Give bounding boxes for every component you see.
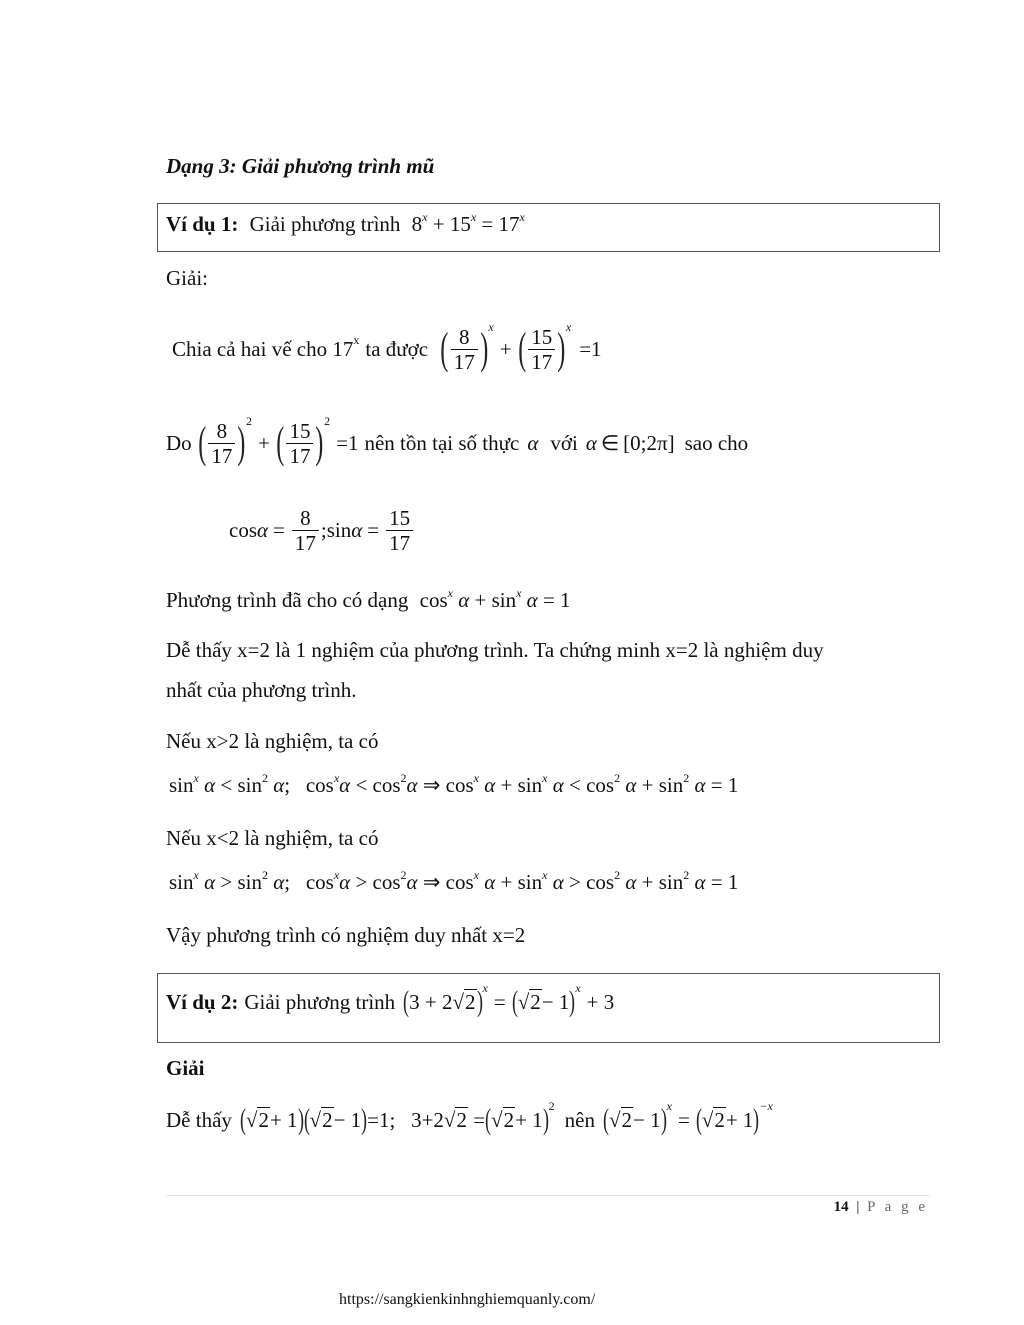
solution-heading-1: Giải: — [166, 266, 208, 290]
form-line: Phương trình đã cho có dạng $\cos^x \alpha + \sin^x \alpha = 1$ — [166, 586, 571, 612]
example-1-label: Ví dụ 1: — [166, 212, 239, 236]
example-1-equation: $8^x + 15^x = 17^x$ — [411, 210, 525, 236]
solution-heading-2: Giải — [166, 1056, 205, 1080]
do-line: Do ( $\frac{8}{17}$ ) $^2$ + ( $\frac{15}{17}$ ) $^2$ = 1 nên tồn tại số thực α với α ∈ [0;2π] sao cho — [166, 413, 749, 468]
page-label: P a g e — [867, 1199, 928, 1215]
case-less-heading: Nếu x<2 là nghiệm, ta có — [166, 826, 379, 850]
cos-sin-definition: cos α = $\frac{8}{17}$ ; sin α = $\frac{15}{17}$ — [229, 500, 415, 560]
case-greater-inequality: $\sin^x \alpha < \sin^2 \alpha$; $\cos^x\alpha < \cos^2\alpha$ ⇒ $\cos^x \alpha + \sin^x \alpha < \cos^2 \alpha + \sin^2 \alpha = 1$ — [169, 771, 739, 797]
example-1-line — [166, 212, 525, 237]
section-title: Dạng 3: Giải phương trình mũ — [166, 154, 435, 178]
case-greater-heading: Nếu x>2 là nghiệm, ta có — [166, 729, 379, 753]
conclusion: Vậy phương trình có nghiệm duy nhất x=2 — [166, 923, 526, 947]
example-1-text: Giải phương trình — [249, 212, 401, 236]
example-2-line: Ví dụ 2: Giải phương trình ( 3 + 2√ 2 ) $^x$ = ( √ 2 − 1 ) $^x$ + 3 — [166, 980, 615, 1018]
footer-divider — [166, 1195, 930, 1196]
observation-line-3: Dễ thấy ( √ 2 + 1 ) ( √ 2 − 1 ) =1; 3+2√2 = ( √ 2 + 1 ) $^2$ nên ( √ 2 − 1 ) $^x$ = ( √ 2 + 1 ) $^{-x}$ — [166, 1098, 773, 1136]
case-less-inequality: $\sin^x \alpha > \sin^2 \alpha$; $\cos^x\alpha > \cos^2\alpha$ ⇒ $\cos^x \alpha + \sin^x \alpha > \cos^2 \alpha + \sin^2 \alpha = 1$ — [169, 868, 739, 894]
source-url: https://sangkienkinhnghiemquanly.com/ — [339, 1291, 596, 1308]
example-2-text: Giải phương trình — [244, 989, 396, 1014]
observation-line-1: Dễ thấy x=2 là 1 nghiệm của phương trình. Ta chứng minh x=2 là nghiệm duy — [166, 638, 824, 662]
observation-line-2: nhất của phương trình. — [166, 678, 357, 702]
example-2-label: Ví dụ 2: — [166, 989, 239, 1014]
page-number: 14 — [833, 1199, 849, 1215]
page-footer — [834, 1199, 928, 1216]
divide-line: Chia cả hai vế cho 17 $^x$ ta được ( $\frac{8}{17}$ ) $^x$ + ( $\frac{15}{17}$ ) $^x$ = 1 — [172, 319, 602, 374]
page-separator: | — [856, 1199, 860, 1215]
